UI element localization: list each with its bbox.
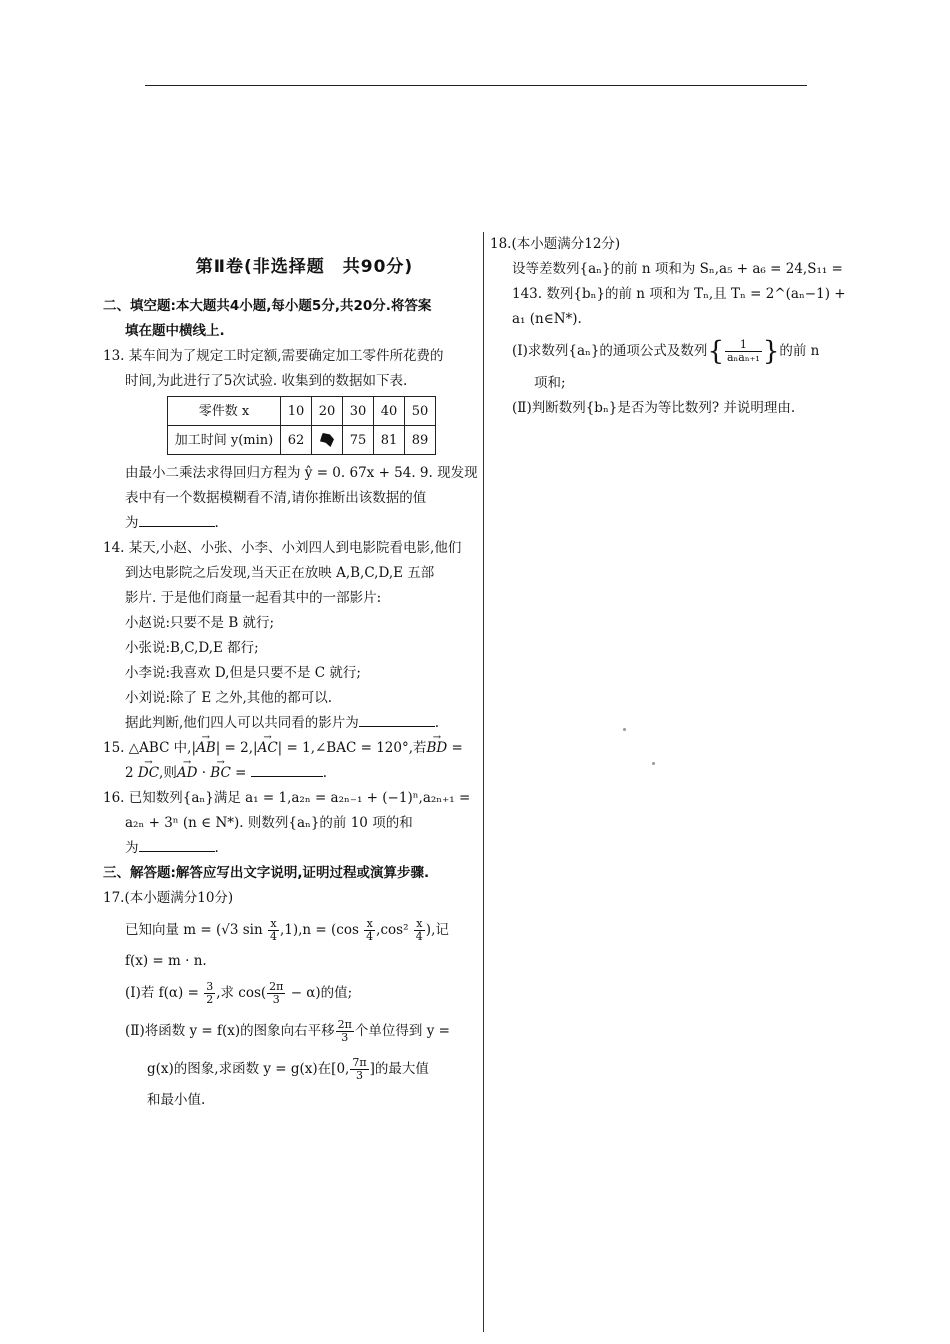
answer-blank[interactable]	[139, 837, 215, 852]
right-column	[490, 232, 865, 421]
table-row: 加工时间 y(min) 62 75 81 89	[168, 426, 436, 455]
section-2-heading: 二、填空题:本大题共4小题,每小题5分,共20分.将答案	[103, 298, 432, 314]
answer-blank[interactable]	[251, 762, 323, 777]
ink-blot-icon	[320, 433, 334, 447]
scan-speck	[623, 728, 626, 731]
column-divider-rule	[483, 232, 484, 1332]
question-16: 16. 已知数列{aₙ}满足 a₁ = 1,a₂ₙ = a₂ₙ₋₁ + (−1)ⁿ,a₂ₙ₊₁ = a₂ₙ + 3ⁿ (n ∈ N*). 则数列{aₙ}的前 10 项的和 为 .	[103, 790, 471, 856]
section-3-heading: 三、解答题:解答应写出文字说明,证明过程或演算步骤.	[103, 865, 430, 881]
part-title: 第Ⅱ卷(非选择题 共90分)	[195, 257, 414, 277]
question-13: 13. 某车间为了规定工时定额,需要确定加工零件所花费的 时间,为此进行了5次试验. 收集到的数据如下表. 零件数 x 10 20 30 40 50 加工时间 y(min) 62 75 81 89 由最小二乘法求得回归方程为 ŷ = 0. 67x + 54. 9. 现发现 表中有一个数据模糊看不清,请你推断出该数据的值 为 .	[103, 348, 478, 531]
answer-blank[interactable]	[139, 512, 215, 527]
question-18: 18.(本小题满分12分) 设等差数列{aₙ}的前 n 项和为 Sₙ,a₅ + a₆ = 24,S₁₁ = 143. 数列{bₙ}的前 n 项和为 Tₙ,且 Tₙ = 2^(aₙ−1) + a₁ (n∈N*). (Ⅰ)求数列{aₙ}的通项公式及数列{ $\frac{1}{\text{aₙaₙ₊₁}}$ }的前 n 项和; (Ⅱ)判断数列{bₙ}是否为等比数列? 并说明理由.	[490, 236, 846, 416]
question-14: 14. 某天,小赵、小张、小李、小刘四人到电影院看电影,他们 到达电影院之后发现,当天正在放映 A,B,C,D,E 五部 影片. 于是他们商量一起看其中的一部影片: 小赵说:只要不是 B 就行; 小张说:B,C,D,E 都行; 小李说:我喜欢 D,但是只要不是 C 就行; 小刘说:除了 E 之外,其他的都可以. 据此判断,他们四人可以共同看的影片为 .	[103, 540, 462, 731]
question-17: 17.(本小题满分10分) 已知向量 m = (√3 sin $\frac{x}{4}$ ,1),n = (cos $\frac{x}{4}$ ,cos² $\frac{x}{4}$ ),记 f(x) = m · n. (Ⅰ)若 f(α) = $\frac{3}{2}$ ,求 cos( $\frac{2\pi}{3}$ − α)的值; (Ⅱ)将函数 y = f(x)的图象向右平移 $\frac{2\pi}{3}$ 个单位得到 y = g(x)的图象,求函数 y = g(x)在[0, $\frac{7\pi}{3}$ ]的最大值 和最小值.	[103, 890, 450, 1108]
scan-speck	[652, 762, 655, 765]
answer-blank[interactable]	[359, 712, 435, 727]
table-row: 零件数 x 10 20 30 40 50	[168, 397, 436, 426]
top-divider-rule	[145, 85, 807, 86]
data-table	[167, 396, 436, 455]
question-15: 15. △ABC 中,|→ AB| = 2,|→ AC| = 1,∠BAC = 120°,若→ BD = 2 → DC,则→ AD · → BC = .	[103, 736, 478, 786]
section-2-heading-cont: 填在题中横线上.	[125, 323, 225, 339]
left-column	[103, 255, 478, 1113]
